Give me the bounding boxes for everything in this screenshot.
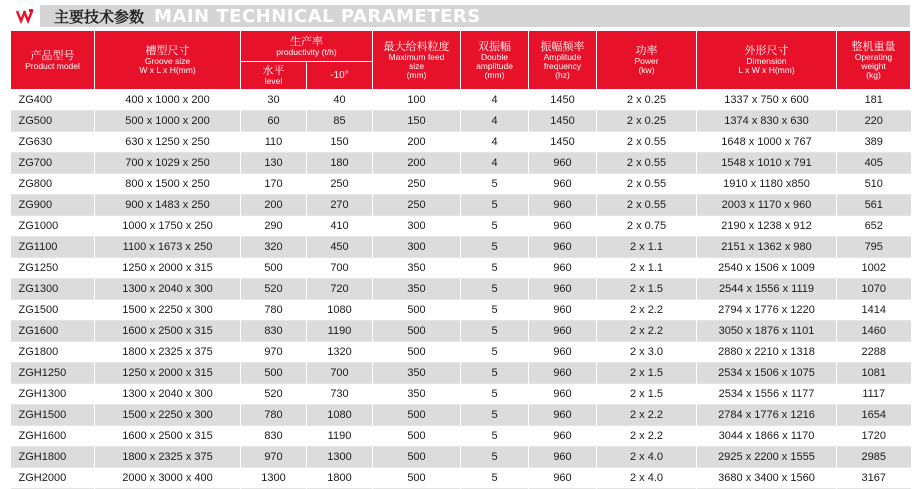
cell-model: ZGH2000 [11, 468, 95, 489]
cell-groove-size: 630 x 1250 x 250 [95, 132, 241, 153]
cell-weight: 1720 [837, 426, 911, 447]
cell-productivity-minus10: 1190 [307, 321, 373, 342]
cell-model: ZGH1600 [11, 426, 95, 447]
header-groove-size: 槽型尺寸 Groove size W x L x H(mm) [95, 31, 241, 90]
cell-double-amplitude: 5 [461, 447, 529, 468]
cell-max-feed-size: 350 [373, 258, 461, 279]
cell-double-amplitude: 4 [461, 111, 529, 132]
cell-model: ZG1250 [11, 258, 95, 279]
cell-max-feed-size: 300 [373, 237, 461, 258]
cell-double-amplitude: 5 [461, 174, 529, 195]
table-row [11, 237, 911, 258]
table-body [11, 90, 911, 489]
cell-model: ZG1000 [11, 216, 95, 237]
cell-productivity-level: 830 [241, 321, 307, 342]
cell-model: ZG1500 [11, 300, 95, 321]
cell-dimension: 2794 x 1776 x 1220 [697, 300, 837, 321]
cell-productivity-level: 290 [241, 216, 307, 237]
cell-model: ZG700 [11, 153, 95, 174]
cell-model: ZG500 [11, 111, 95, 132]
cell-max-feed-size: 250 [373, 195, 461, 216]
cell-model: ZG1300 [11, 279, 95, 300]
cell-frequency: 960 [529, 258, 597, 279]
cell-dimension: 2534 x 1556 x 1177 [697, 384, 837, 405]
cell-frequency: 960 [529, 300, 597, 321]
cell-double-amplitude: 5 [461, 384, 529, 405]
cell-productivity-level: 30 [241, 90, 307, 111]
cell-max-feed-size: 100 [373, 90, 461, 111]
cell-productivity-level: 780 [241, 300, 307, 321]
cell-groove-size: 1250 x 2000 x 315 [95, 258, 241, 279]
cell-dimension: 2880 x 2210 x 1318 [697, 342, 837, 363]
header-operating-weight: 整机重量 Operating weight (kg) [837, 31, 911, 90]
cell-weight: 1002 [837, 258, 911, 279]
cell-productivity-minus10: 1190 [307, 426, 373, 447]
cell-weight: 389 [837, 132, 911, 153]
cell-productivity-level: 500 [241, 363, 307, 384]
cell-frequency: 960 [529, 153, 597, 174]
cell-weight: 1117 [837, 384, 911, 405]
cell-groove-size: 1500 x 2250 x 300 [95, 300, 241, 321]
cell-max-feed-size: 500 [373, 300, 461, 321]
cell-double-amplitude: 5 [461, 258, 529, 279]
cell-power: 2 x 0.75 [597, 216, 697, 237]
cell-frequency: 960 [529, 195, 597, 216]
header-minus-10-degree: -10° [307, 62, 373, 90]
red-chevron-logo-icon [10, 5, 40, 27]
cell-double-amplitude: 5 [461, 300, 529, 321]
cell-max-feed-size: 500 [373, 447, 461, 468]
table-row [11, 321, 911, 342]
header-level: 水平 level [241, 62, 307, 90]
cell-power: 2 x 2.2 [597, 300, 697, 321]
cell-dimension: 2540 x 1506 x 1009 [697, 258, 837, 279]
cell-frequency: 960 [529, 216, 597, 237]
cell-max-feed-size: 200 [373, 153, 461, 174]
cell-groove-size: 1100 x 1673 x 250 [95, 237, 241, 258]
cell-weight: 220 [837, 111, 911, 132]
cell-dimension: 1910 x 1180 x850 [697, 174, 837, 195]
cell-productivity-minus10: 1300 [307, 447, 373, 468]
table-row [11, 174, 911, 195]
cell-frequency: 960 [529, 174, 597, 195]
cell-model: ZGH1800 [11, 447, 95, 468]
cell-dimension: 2784 x 1776 x 1216 [697, 405, 837, 426]
cell-double-amplitude: 5 [461, 405, 529, 426]
cell-double-amplitude: 5 [461, 363, 529, 384]
cell-groove-size: 1800 x 2325 x 375 [95, 447, 241, 468]
cell-dimension: 2003 x 1170 x 960 [697, 195, 837, 216]
cell-frequency: 960 [529, 363, 597, 384]
cell-model: ZGH1250 [11, 363, 95, 384]
cell-max-feed-size: 300 [373, 216, 461, 237]
cell-max-feed-size: 150 [373, 111, 461, 132]
cell-weight: 795 [837, 237, 911, 258]
cell-weight: 561 [837, 195, 911, 216]
cell-model: ZG900 [11, 195, 95, 216]
cell-productivity-level: 830 [241, 426, 307, 447]
cell-weight: 181 [837, 90, 911, 111]
cell-dimension: 2925 x 2200 x 1555 [697, 447, 837, 468]
table-row [11, 111, 911, 132]
cell-power: 2 x 1.5 [597, 279, 697, 300]
cell-groove-size: 900 x 1483 x 250 [95, 195, 241, 216]
header-dimension: 外形尺寸 Dimension L x W x H(mm) [697, 31, 837, 90]
cell-weight: 1081 [837, 363, 911, 384]
section-title-english: MAIN TECHNICAL PARAMETERS [154, 5, 481, 27]
cell-weight: 1070 [837, 279, 911, 300]
cell-groove-size: 1300 x 2040 x 300 [95, 384, 241, 405]
cell-dimension: 1374 x 830 x 630 [697, 111, 837, 132]
cell-model: ZG1800 [11, 342, 95, 363]
cell-weight: 1414 [837, 300, 911, 321]
cell-groove-size: 1600 x 2500 x 315 [95, 426, 241, 447]
cell-power: 2 x 1.5 [597, 384, 697, 405]
cell-power: 2 x 4.0 [597, 468, 697, 489]
cell-productivity-minus10: 180 [307, 153, 373, 174]
cell-power: 2 x 0.25 [597, 90, 697, 111]
header-power: 功率 Power (kw) [597, 31, 697, 90]
cell-productivity-minus10: 450 [307, 237, 373, 258]
cell-double-amplitude: 5 [461, 468, 529, 489]
cell-groove-size: 1500 x 2250 x 300 [95, 405, 241, 426]
cell-dimension: 2534 x 1506 x 1075 [697, 363, 837, 384]
cell-frequency: 960 [529, 405, 597, 426]
cell-weight: 3167 [837, 468, 911, 489]
cell-double-amplitude: 5 [461, 279, 529, 300]
cell-productivity-level: 130 [241, 153, 307, 174]
cell-double-amplitude: 4 [461, 90, 529, 111]
cell-groove-size: 500 x 1000 x 200 [95, 111, 241, 132]
cell-max-feed-size: 500 [373, 405, 461, 426]
cell-max-feed-size: 350 [373, 384, 461, 405]
cell-productivity-level: 1300 [241, 468, 307, 489]
cell-max-feed-size: 250 [373, 174, 461, 195]
cell-productivity-minus10: 150 [307, 132, 373, 153]
cell-productivity-minus10: 700 [307, 258, 373, 279]
cell-productivity-level: 520 [241, 279, 307, 300]
cell-model: ZG630 [11, 132, 95, 153]
cell-power: 2 x 0.55 [597, 195, 697, 216]
cell-dimension: 3680 x 3400 x 1560 [697, 468, 837, 489]
cell-model: ZGH1300 [11, 384, 95, 405]
cell-productivity-level: 500 [241, 258, 307, 279]
cell-productivity-level: 170 [241, 174, 307, 195]
cell-power: 2 x 0.55 [597, 132, 697, 153]
cell-dimension: 3044 x 1866 x 1170 [697, 426, 837, 447]
table-row [11, 468, 911, 489]
cell-weight: 510 [837, 174, 911, 195]
cell-frequency: 960 [529, 237, 597, 258]
cell-weight: 405 [837, 153, 911, 174]
cell-dimension: 2151 x 1362 x 980 [697, 237, 837, 258]
cell-groove-size: 1000 x 1750 x 250 [95, 216, 241, 237]
cell-dimension: 3050 x 1876 x 1101 [697, 321, 837, 342]
cell-productivity-minus10: 700 [307, 363, 373, 384]
cell-double-amplitude: 5 [461, 237, 529, 258]
cell-power: 2 x 3.0 [597, 342, 697, 363]
cell-dimension: 1648 x 1000 x 767 [697, 132, 837, 153]
cell-productivity-minus10: 1800 [307, 468, 373, 489]
technical-parameters-table [10, 30, 911, 489]
cell-model: ZG400 [11, 90, 95, 111]
cell-productivity-minus10: 1320 [307, 342, 373, 363]
header-max-feed-size: 最大给料粒度 Maximum feed size (mm) [373, 31, 461, 90]
cell-power: 2 x 2.2 [597, 321, 697, 342]
cell-productivity-level: 60 [241, 111, 307, 132]
cell-double-amplitude: 4 [461, 153, 529, 174]
cell-groove-size: 1300 x 2040 x 300 [95, 279, 241, 300]
cell-frequency: 1450 [529, 111, 597, 132]
cell-weight: 1460 [837, 321, 911, 342]
cell-groove-size: 400 x 1000 x 200 [95, 90, 241, 111]
cell-productivity-minus10: 410 [307, 216, 373, 237]
cell-max-feed-size: 350 [373, 363, 461, 384]
section-title-chinese: 主要技术参数 [54, 7, 145, 26]
table-row [11, 153, 911, 174]
cell-frequency: 960 [529, 384, 597, 405]
cell-frequency: 1450 [529, 132, 597, 153]
cell-groove-size: 2000 x 3000 x 400 [95, 468, 241, 489]
cell-groove-size: 1800 x 2325 x 375 [95, 342, 241, 363]
cell-double-amplitude: 5 [461, 321, 529, 342]
cell-double-amplitude: 5 [461, 426, 529, 447]
cell-double-amplitude: 5 [461, 195, 529, 216]
table-row [11, 342, 911, 363]
cell-weight: 1654 [837, 405, 911, 426]
cell-productivity-minus10: 1080 [307, 405, 373, 426]
cell-frequency: 960 [529, 342, 597, 363]
table-row [11, 384, 911, 405]
cell-power: 2 x 1.1 [597, 237, 697, 258]
table-row [11, 300, 911, 321]
cell-groove-size: 800 x 1500 x 250 [95, 174, 241, 195]
cell-double-amplitude: 5 [461, 216, 529, 237]
table-row [11, 279, 911, 300]
table-row [11, 216, 911, 237]
cell-weight: 2985 [837, 447, 911, 468]
cell-productivity-level: 970 [241, 447, 307, 468]
cell-productivity-level: 200 [241, 195, 307, 216]
cell-frequency: 960 [529, 468, 597, 489]
cell-frequency: 1450 [529, 90, 597, 111]
cell-productivity-minus10: 250 [307, 174, 373, 195]
cell-power: 2 x 0.55 [597, 153, 697, 174]
cell-groove-size: 1250 x 2000 x 315 [95, 363, 241, 384]
cell-max-feed-size: 500 [373, 321, 461, 342]
cell-frequency: 960 [529, 426, 597, 447]
cell-productivity-minus10: 1080 [307, 300, 373, 321]
cell-model: ZG1600 [11, 321, 95, 342]
cell-productivity-minus10: 730 [307, 384, 373, 405]
cell-weight: 2288 [837, 342, 911, 363]
cell-frequency: 960 [529, 279, 597, 300]
header-product-model: 产品型号 Product model [11, 31, 95, 90]
cell-productivity-level: 520 [241, 384, 307, 405]
table-row [11, 426, 911, 447]
table-row [11, 405, 911, 426]
header-productivity: 生产率 productivity (t/h) [241, 31, 373, 62]
cell-double-amplitude: 4 [461, 132, 529, 153]
section-title-bar [10, 5, 910, 27]
table-row [11, 258, 911, 279]
table-row [11, 90, 911, 111]
cell-power: 2 x 0.25 [597, 111, 697, 132]
header-amplitude-frequency: 振幅频率 Amplitude frequency (hz) [529, 31, 597, 90]
cell-max-feed-size: 500 [373, 426, 461, 447]
cell-double-amplitude: 5 [461, 342, 529, 363]
table-row [11, 132, 911, 153]
cell-productivity-level: 110 [241, 132, 307, 153]
cell-groove-size: 1600 x 2500 x 315 [95, 321, 241, 342]
cell-productivity-level: 970 [241, 342, 307, 363]
cell-power: 2 x 4.0 [597, 447, 697, 468]
table-row [11, 447, 911, 468]
cell-frequency: 960 [529, 321, 597, 342]
cell-productivity-minus10: 85 [307, 111, 373, 132]
cell-productivity-level: 780 [241, 405, 307, 426]
cell-max-feed-size: 500 [373, 342, 461, 363]
cell-productivity-level: 320 [241, 237, 307, 258]
table-row [11, 363, 911, 384]
cell-dimension: 1548 x 1010 x 791 [697, 153, 837, 174]
cell-power: 2 x 1.1 [597, 258, 697, 279]
cell-max-feed-size: 500 [373, 468, 461, 489]
cell-model: ZG1100 [11, 237, 95, 258]
cell-power: 2 x 2.2 [597, 426, 697, 447]
cell-power: 2 x 1.5 [597, 363, 697, 384]
cell-model: ZG800 [11, 174, 95, 195]
cell-dimension: 2190 x 1238 x 912 [697, 216, 837, 237]
cell-max-feed-size: 350 [373, 279, 461, 300]
cell-dimension: 2544 x 1556 x 1119 [697, 279, 837, 300]
cell-power: 2 x 0.55 [597, 174, 697, 195]
cell-weight: 652 [837, 216, 911, 237]
table-row [11, 195, 911, 216]
cell-power: 2 x 2.2 [597, 405, 697, 426]
cell-productivity-minus10: 720 [307, 279, 373, 300]
cell-frequency: 960 [529, 447, 597, 468]
header-double-amplitude: 双振幅 Double amplitude (mm) [461, 31, 529, 90]
cell-productivity-minus10: 40 [307, 90, 373, 111]
cell-dimension: 1337 x 750 x 600 [697, 90, 837, 111]
cell-model: ZGH1500 [11, 405, 95, 426]
cell-productivity-minus10: 270 [307, 195, 373, 216]
cell-max-feed-size: 200 [373, 132, 461, 153]
cell-groove-size: 700 x 1029 x 250 [95, 153, 241, 174]
